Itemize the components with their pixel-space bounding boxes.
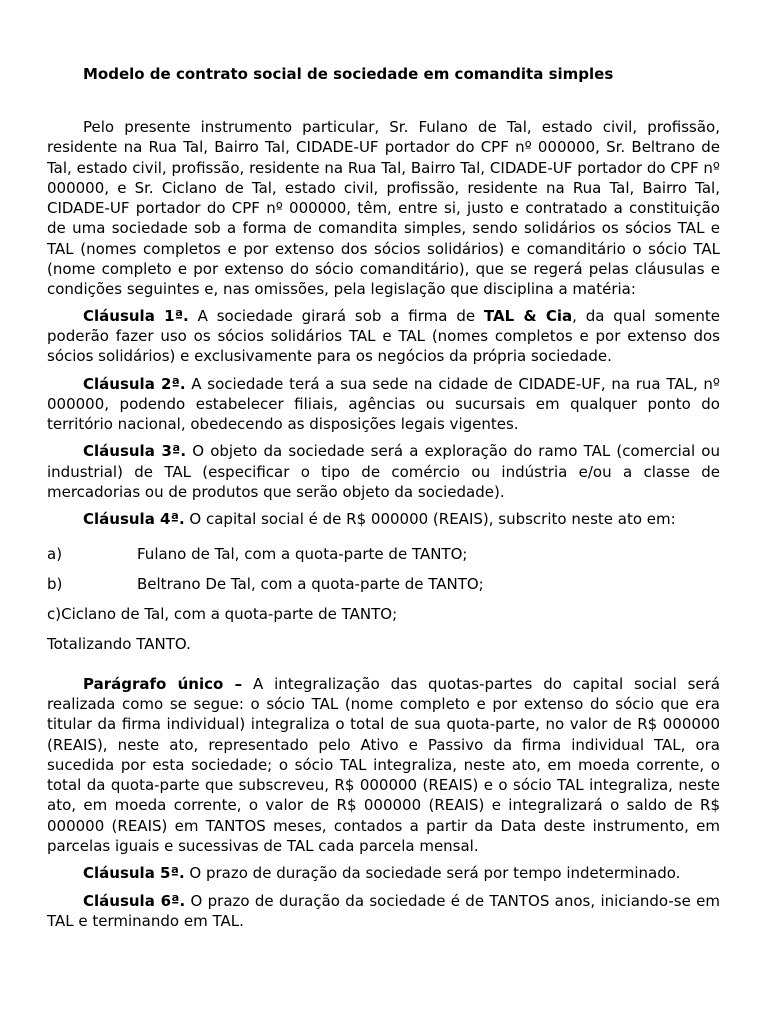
list-marker: a)	[47, 544, 63, 563]
list-text: Fulano de Tal, com a quota-parte de TANTO;	[137, 544, 468, 563]
clause-3-text: O objeto da sociedade será a exploração do ramo TAL (comercial ou industrial) de TAL (especificar o tipo de comércio ou indústria e/ou a classe de mercadorias ou de produtos que serão objeto da sociedade).	[47, 442, 720, 502]
clause-4	[47, 509, 720, 529]
intro-paragraph: Pelo presente instrumento particular, Sr. Fulano de Tal, estado civil, profissão, residente na Rua Tal, Bairro Tal, CIDADE-UF portador do CPF nº 000000, Sr. Beltrano de Tal, estado civil, profissão, residente na Rua Tal, Bairro Tal, CIDADE-UF portador do CPF nº 000000, e Sr. Ciclano de Tal, estado civil, profissão, residente na Rua Tal, Bairro Tal, CIDADE-UF portador do CPF nº 000000, têm, entre si, justo e contratado a constituição de uma sociedade sob a forma de comandita simples, sendo solidários os sócios TAL e TAL (nomes completos e por extenso dos sócios solidários) e comanditário o sócio TAL (nome completo e por extenso do sócio comanditário), que se regerá pelas cláusulas e condições seguintes e, nas omissões, pela legislação que disciplina a matéria:	[47, 118, 720, 299]
paragrafo-unico	[47, 674, 720, 857]
clause-2-text: A sociedade terá a sua sede na cidade de CIDADE-UF, na rua TAL, nº 000000, podendo estabelecer filiais, agências ou sucursais em qualquer ponto do território nacional, obedecendo as disposições legais vigentes.	[47, 374, 720, 434]
clause-1-label: Cláusula 1ª.	[83, 306, 189, 325]
clause-4-label: Cláusula 4ª.	[83, 510, 185, 529]
clause-1	[47, 306, 720, 367]
total-line: Totalizando TANTO.	[47, 634, 191, 653]
list-text: Beltrano De Tal, com a quota-parte de TANTO;	[137, 574, 484, 593]
clause-6	[47, 891, 720, 932]
clause-2-label: Cláusula 2ª.	[83, 374, 186, 393]
clause-1-text-a: A sociedade girará sob a firma de	[188, 306, 484, 325]
clause-5-label: Cláusula 5ª.	[83, 864, 185, 883]
document-title: Modelo de contrato social de sociedade em comandita simples	[83, 65, 614, 83]
clause-1-text-b: , da qual somente poderão fazer uso os sócios solidários TAL e TAL (nomes completos e por extenso dos sócios solidários) e exclusivamente para os negócios da própria sociedade.	[47, 306, 720, 366]
clause-4-text: O capital social é de R$ 000000 (REAIS), subscrito neste ato em:	[184, 510, 676, 529]
clause-3	[47, 441, 720, 502]
quota-list	[47, 544, 720, 654]
clause-1-firm: TAL & Cia	[483, 306, 573, 325]
clause-5-text: O prazo de duração da sociedade será por tempo indeterminado.	[184, 864, 681, 883]
clause-5	[47, 863, 720, 883]
list-item	[47, 544, 720, 564]
clause-2	[47, 374, 720, 435]
paragrafo-text: A integralização das quotas-partes do capital social será realizada como se segue: o sócio TAL (nome completo e por extenso do sócio que era titular da firma individual) integraliza o total de sua quota-parte, no valor de R$ 000000 (REAIS), neste ato, representado pelo Ativo e Passivo da firma individual TAL, ora sucedida por esta sociedade; o sócio TAL integraliza, neste ato, em moeda corrente, o total da quota-parte que subscreveu, R$ 000000 (REAIS) e o sócio TAL integraliza, neste ato, em moeda corrente, o valor de R$ 000000 (REAIS) e integralizará o saldo de R$ 000000 (REAIS) em TANTOS meses, contados a partir da Data deste instrumento, em parcelas iguais e sucessivas de TAL cada parcela mensal.	[47, 674, 720, 856]
list-item	[47, 574, 720, 594]
list-item-c: c)Ciclano de Tal, com a quota-parte de TANTO;	[47, 604, 398, 623]
list-marker: b)	[47, 574, 63, 593]
paragrafo-label: Parágrafo único –	[83, 674, 243, 693]
clause-6-label: Cláusula 6ª.	[83, 891, 186, 910]
clause-3-label: Cláusula 3ª.	[83, 442, 187, 461]
clause-6-text: O prazo de duração da sociedade é de TANTOS anos, iniciando-se em TAL e terminando em TAL.	[47, 891, 720, 930]
